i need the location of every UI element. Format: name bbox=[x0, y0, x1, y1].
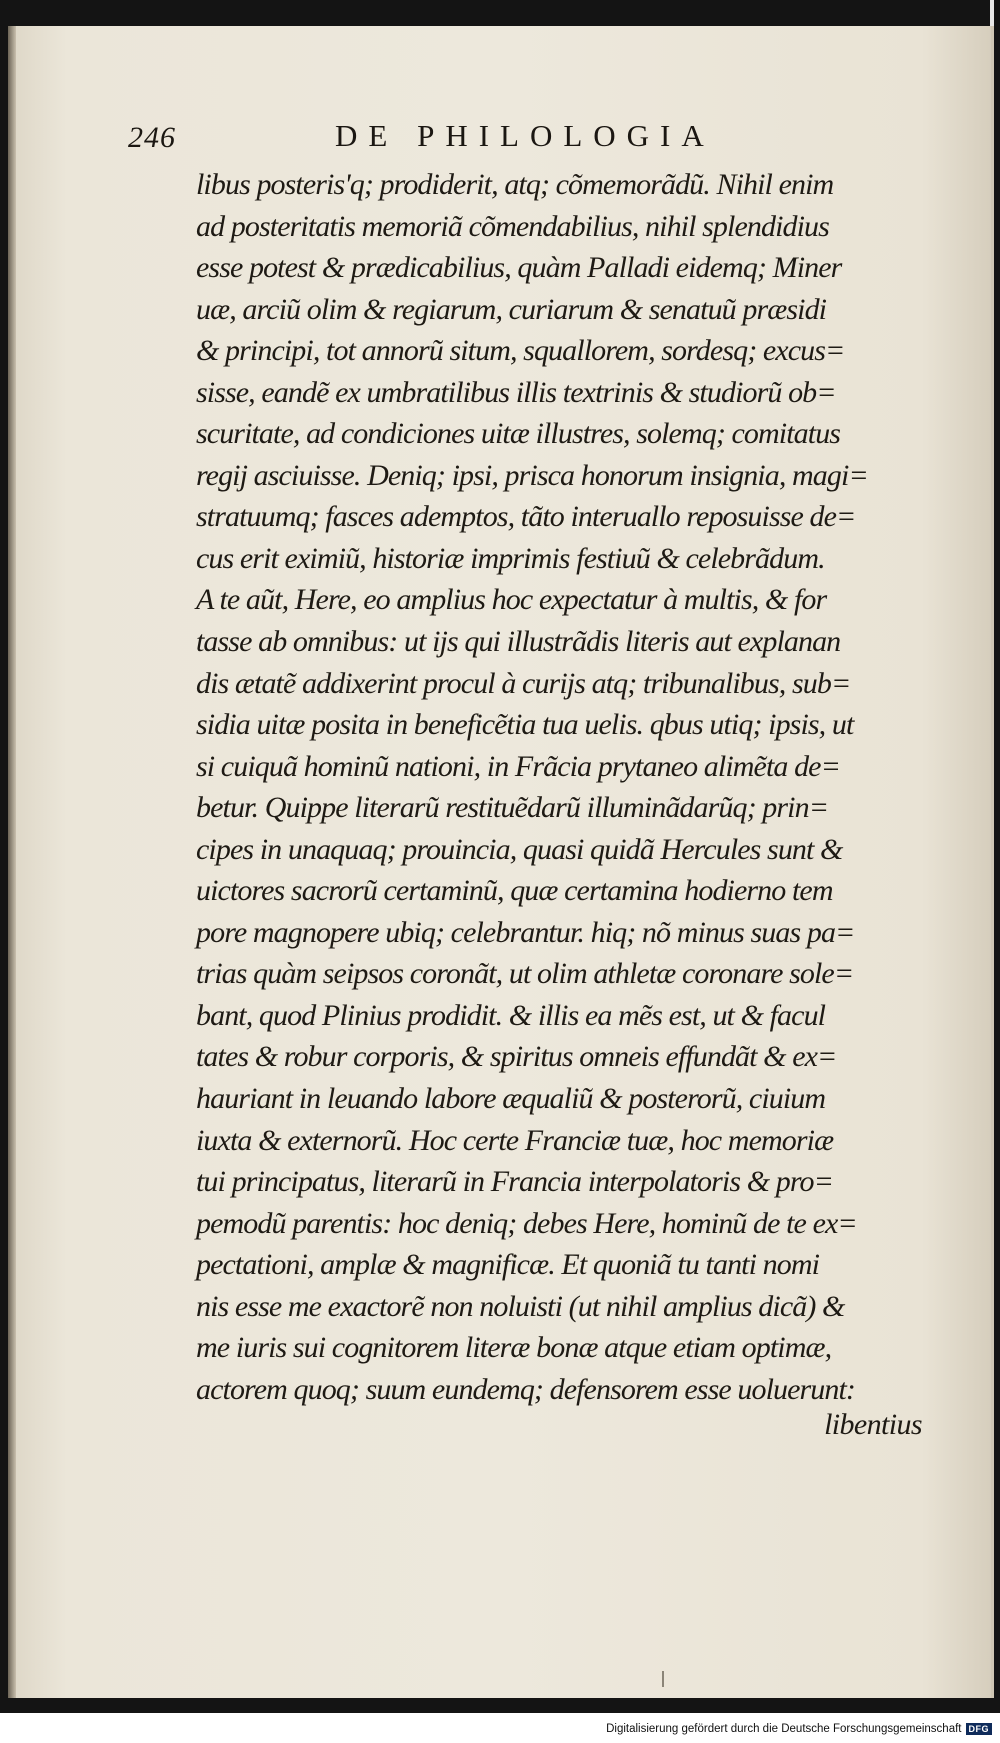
text-line: regij asciuisse. Deniq; ipsi, prisca honorum insignia, magi= bbox=[196, 458, 868, 492]
body-text bbox=[196, 164, 926, 1410]
text-line: iuxta & externorũ. Hoc certe Franciæ tuæ, hoc memoriæ bbox=[196, 1123, 834, 1157]
text-line: trias quàm seipsos coronãt, ut olim athletæ coronare sole= bbox=[196, 957, 854, 991]
text-line: sidia uitæ posita in beneficẽtia tua uelis. qbus utiq; ipsis, ut bbox=[196, 708, 854, 742]
running-head: DE PHILOLOGIA bbox=[335, 118, 715, 153]
paper-mark bbox=[662, 1671, 664, 1687]
text-line: stratuumq; fasces ademptos, tãto interuallo reposuisse de= bbox=[196, 500, 856, 534]
text-line: si cuiquã hominũ nationi, in Frãcia prytaneo alimẽta de= bbox=[196, 749, 840, 783]
text-line: cipes in unaquaq; prouincia, quasi quidã Hercules sunt & bbox=[196, 832, 843, 866]
text-line: pore magnopere ubiq; celebrantur. hiq; nõ minus suas pa= bbox=[196, 915, 855, 949]
digitization-credit bbox=[606, 1723, 992, 1735]
page-number: 246 bbox=[128, 121, 176, 154]
text-line: sisse, eandẽ ex umbratilibus illis textrinis & studiorũ ob= bbox=[196, 375, 836, 409]
text-line: betur. Quippe literarũ restituẽdarũ illuminãdarũq; prin= bbox=[196, 791, 829, 825]
text-line: scuritate, ad condiciones uitæ illustres, solemq; comitatus bbox=[196, 417, 841, 451]
text-line: uictores sacrorũ certaminũ, quæ certamina hodierno tem bbox=[196, 874, 833, 908]
dfg-logo: DFG bbox=[966, 1723, 993, 1735]
text-line: cus erit eximiũ, historiæ imprimis festiuũ & celebrãdum. bbox=[196, 541, 825, 575]
text-line: A te aũt, Here, eo amplius hoc expectatur à multis, & for bbox=[196, 583, 827, 617]
text-line: pectationi, amplæ & magnificæ. Et quoniã tu tanti nomi bbox=[196, 1248, 820, 1282]
catchword: libentius bbox=[824, 1408, 922, 1441]
text-line: actorem quoq; suum eundemq; defensorem esse uoluerunt: bbox=[196, 1372, 856, 1406]
text-line: ad posteritatis memoriã cõmendabilius, nihil splendidius bbox=[196, 209, 829, 243]
text-line: tates & robur corporis, & spiritus omneis effundãt & ex= bbox=[196, 1040, 837, 1074]
text-line: nis esse me exactorẽ non noluisti (ut nihil amplius dicã) & bbox=[196, 1289, 845, 1323]
edge-mark bbox=[990, 0, 994, 26]
text-line: tui principatus, literarũ in Francia interpolatoris & pro= bbox=[196, 1165, 833, 1199]
text-line: bant, quod Plinius prodidit. & illis ea mẽs est, ut & facul bbox=[196, 998, 826, 1032]
text-line: tasse ab omnibus: ut ijs qui illustrãdis literis aut explanan bbox=[196, 625, 841, 659]
credit-text: Digitalisierung gefördert durch die Deutsche Forschungsgemeinschaft bbox=[606, 1723, 962, 1735]
text-line: uæ, arciũ olim & regiarum, curiarum & senatuũ præsidi bbox=[196, 292, 827, 326]
gutter-shadow bbox=[8, 26, 16, 1698]
text-line: esse potest & prædicabilius, quàm Palladi eidemq; Miner bbox=[196, 251, 842, 285]
text-line: me iuris sui cognitorem literæ bonæ atque etiam optimæ, bbox=[196, 1331, 832, 1365]
text-line: dis ætatẽ addixerint procul à curijs atq; tribunalibus, sub= bbox=[196, 666, 851, 700]
text-line: pemodũ parentis: hoc deniq; debes Here, hominũ de te ex= bbox=[196, 1206, 857, 1240]
text-line: & principi, tot annorũ situm, squallorem, sordesq; excus= bbox=[196, 334, 845, 368]
text-line: hauriant in leuando labore æqualiũ & posterorũ, ciuium bbox=[196, 1082, 826, 1116]
text-line: libus posteris'q; prodiderit, atq; cõmemorãdũ. Nihil enim bbox=[196, 168, 834, 201]
